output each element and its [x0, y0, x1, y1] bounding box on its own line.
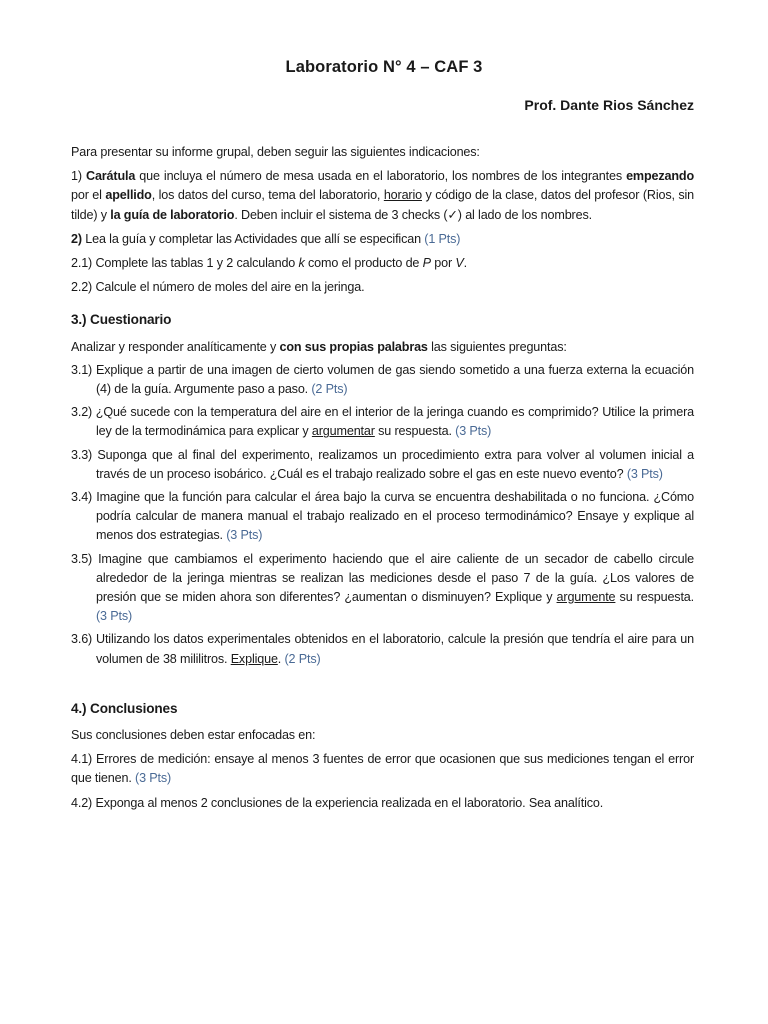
section-heading-cuestionario: 3.) Cuestionario: [71, 312, 172, 328]
text-run: las siguientes preguntas:: [427, 339, 567, 354]
instruction-1: [71, 167, 694, 225]
conclusiones-intro: Sus conclusiones deben estar enfocadas en:: [71, 728, 316, 743]
underlined-text: argumentar: [311, 424, 375, 439]
points-label: (3 Pts): [455, 424, 492, 439]
points-label: (3 Pts): [626, 466, 663, 481]
bold-text: la guía de laboratorio: [110, 207, 235, 222]
text-run: y código de la clase, datos del profesor (Rios, sin tilde) y: [71, 188, 695, 222]
question-text: 3.1) Explique a partir de una imagen de cierto volumen de gas siendo sometido a una fuerza externa la ecuación (4) de la guía. Argumente paso a paso.: [71, 362, 694, 397]
text-run: , los datos del curso, tema del laboratorio,: [151, 188, 384, 203]
section-heading-conclusiones: 4.) Conclusiones: [71, 700, 178, 716]
text-run: como el producto de: [304, 256, 423, 271]
item-number: 1): [71, 169, 82, 184]
instruction-2-1: [71, 254, 694, 273]
intro-paragraph: Para presentar su informe grupal, deben seguir las siguientes indicaciones:: [71, 145, 480, 159]
question-text: 3.4) Imagine que la función para calcular el área bajo la curva se encuentra deshabilitada o no funciona. ¿Cómo podría calcular de manera manual el trabajo realizado en el proceso termodinámico? Ensaye y explique al menos dos estrategias.: [71, 490, 694, 543]
page-title: Laboratorio N° 4 – CAF 3: [285, 58, 483, 76]
question-text: .: [277, 651, 285, 666]
conclusion-text: 4.1) Errores de medición: ensaye al menos 3 fuentes de error que ocasionen que sus mediciones tengan el error que tienen.: [71, 752, 694, 786]
points-label: (2 Pts): [311, 382, 348, 397]
question-text: su respuesta.: [374, 424, 456, 439]
question-3-5: [71, 550, 694, 627]
bold-text: con sus propias palabras: [279, 339, 428, 354]
text-run: por el: [71, 188, 106, 203]
text-run: .: [463, 256, 467, 271]
conclusion-4-2: 4.2) Exponga al menos 2 conclusiones de la experiencia realizada en el laboratorio. Sea analítico.: [71, 795, 604, 810]
question-3-4: [71, 488, 694, 546]
question-text: 3.2) ¿Qué sucede con la temperatura del aire en el interior de la jeringa cuando es comprimido? Utilice la primera ley de la termodinámica para explicar y: [71, 405, 694, 439]
text-run: Lea la guía y completar las Actividades que allí se especifican: [81, 231, 425, 246]
italic-var: V: [455, 256, 464, 271]
question-3-2: [71, 403, 694, 441]
points-label: (1 Pts): [424, 231, 461, 246]
points-label: (3 Pts): [226, 528, 263, 543]
question-text: su respuesta.: [615, 590, 694, 605]
text-run: que incluya el número de mesa usada en el laboratorio, los nombres de los integrantes: [135, 169, 627, 184]
question-3-1: [71, 361, 694, 399]
bold-text: apellido: [105, 188, 152, 203]
question-3-6: [71, 630, 694, 668]
text-run: . Deben incluir el sistema de 3 checks (✓) al lado de los nombres.: [234, 207, 592, 222]
document-body: [71, 143, 694, 813]
underlined-text: horario: [383, 188, 422, 203]
text-run: por: [430, 256, 456, 271]
cuestionario-intro: [71, 338, 694, 357]
professor-name: Prof. Dante Rios Sánchez: [524, 97, 694, 113]
italic-var: P: [422, 256, 431, 271]
question-text: 3.5) Imagine que cambiamos el experimento haciendo que el aire caliente de un secador de cabello circule alrededor de la jeringa mientras se realizan las mediciones desde el paso 7 de la guía. ¿Los valores de presión que se miden ahora son diferentes? ¿aumentan o disminuyen? Explique y: [71, 551, 694, 605]
question-3-3: [71, 446, 694, 484]
instruction-2-2: 2.2) Calcule el número de moles del aire en la jeringa.: [71, 280, 365, 295]
underlined-text: Explique: [230, 651, 278, 666]
points-label: (3 Pts): [135, 771, 172, 786]
conclusion-4-1: [71, 750, 694, 788]
bold-text: Carátula: [86, 169, 136, 184]
instruction-2: [71, 230, 694, 249]
text-run: Analizar y responder analíticamente y: [71, 339, 280, 354]
question-text: 3.6) Utilizando los datos experimentales obtenidos en el laboratorio, calcule la presión que tendría el aire para un volumen de 38 mililitros.: [71, 632, 694, 666]
question-text: 3.3) Suponga que al final del experimento, realizamos un procedimiento extra para volver al volumen inicial a través de un proceso isobárico. ¿Cuál es el trabajo realizado sobre el gas en este nuevo evento?: [71, 447, 694, 481]
points-label: (3 Pts): [96, 609, 133, 624]
underlined-text: argumente: [556, 590, 616, 605]
item-number: 2): [71, 231, 82, 246]
bold-text: empezando: [626, 169, 694, 184]
italic-var: k: [298, 256, 305, 271]
text-run: 2.1) Complete las tablas 1 y 2 calculando: [71, 256, 299, 271]
points-label: (2 Pts): [284, 651, 321, 666]
